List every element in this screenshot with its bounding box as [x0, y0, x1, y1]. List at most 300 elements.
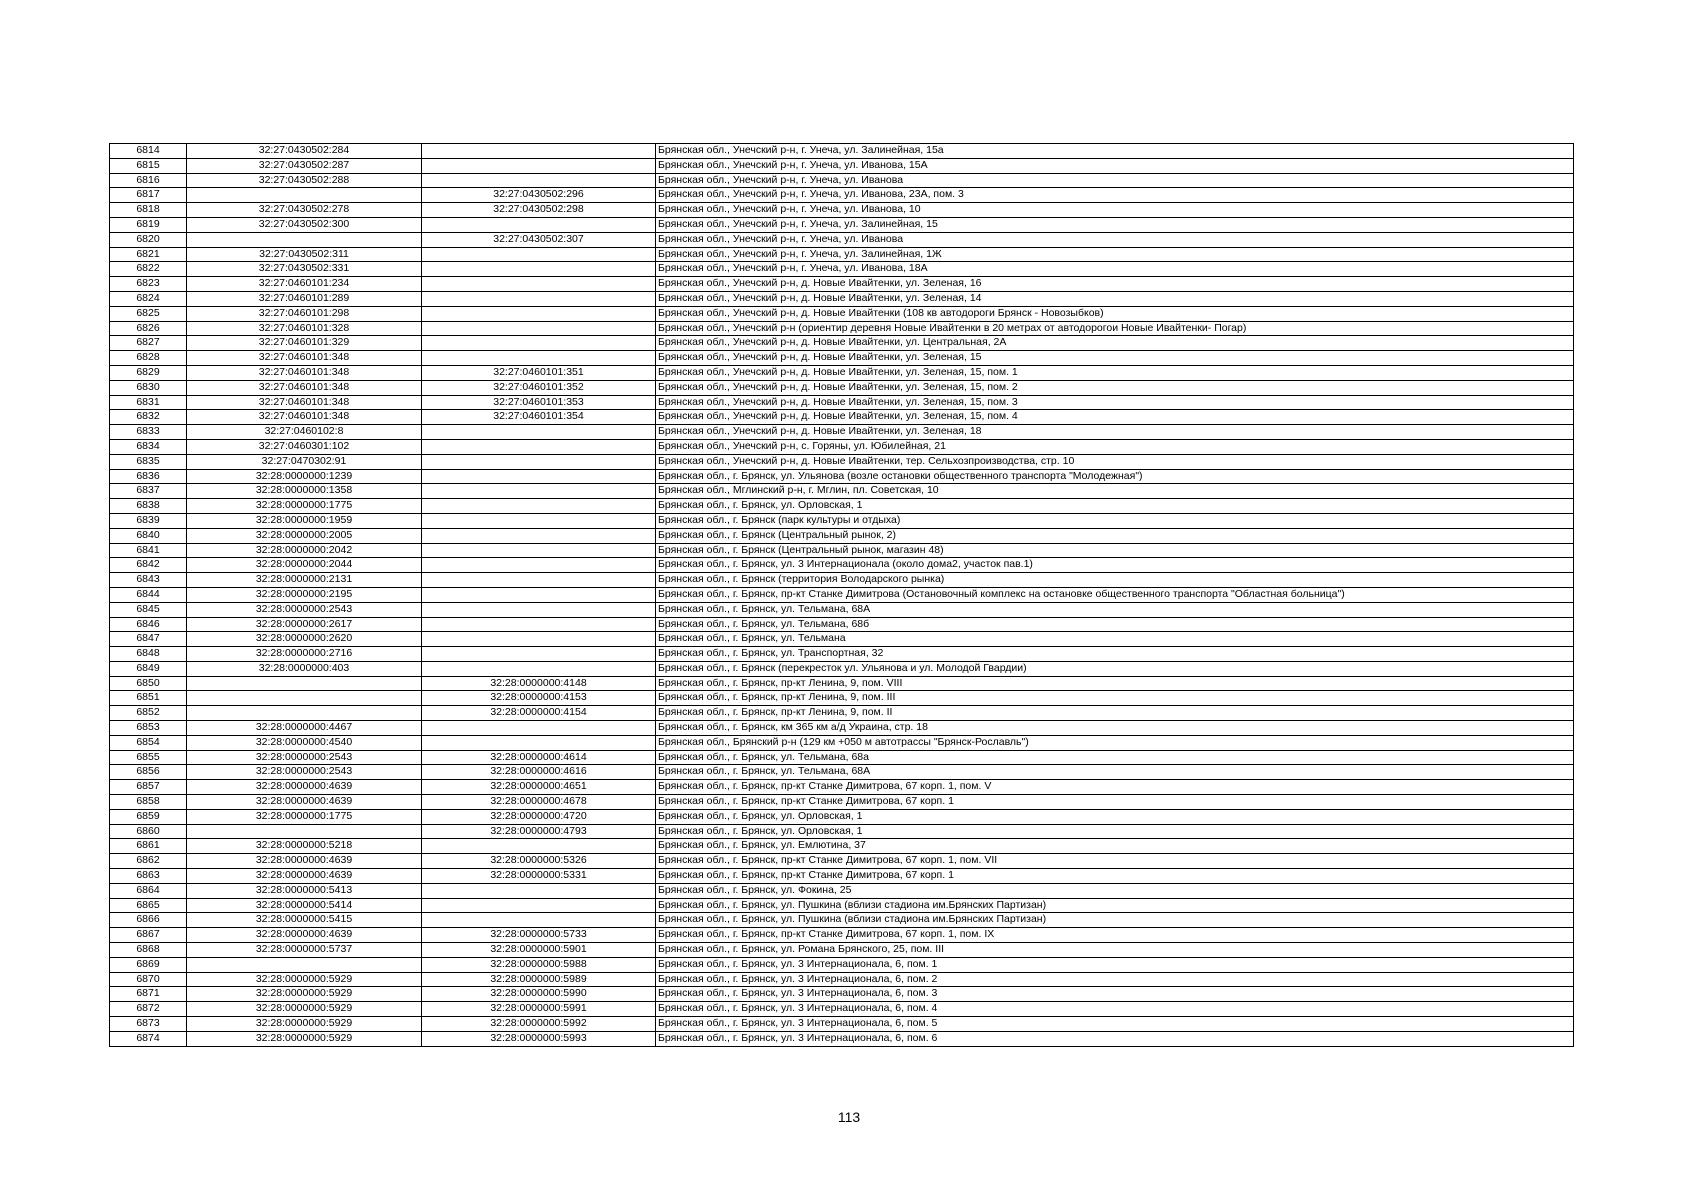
address-cell: Брянская обл., г. Брянск, ул. 3 Интернационала, 6, пом. 1: [656, 957, 1574, 972]
table-row: [110, 321, 1574, 336]
address-cell: Брянская обл., г. Брянск, пр-кт Станке Димитрова (Остановочный комплекс на остановке общественного транспорта "Областная больница"): [656, 587, 1574, 602]
table-row: [110, 262, 1574, 277]
parent-cadastral-number-cell: [422, 587, 656, 602]
parent-cadastral-number-cell: [422, 735, 656, 750]
row-number-cell: 6851: [110, 691, 187, 706]
table-row: [110, 173, 1574, 188]
row-number-cell: 6817: [110, 188, 187, 203]
table-row: [110, 277, 1574, 292]
row-number-cell: 6874: [110, 1031, 187, 1046]
row-number-cell: 6862: [110, 854, 187, 869]
cadastral-number-cell: [187, 691, 422, 706]
table-row: [110, 602, 1574, 617]
row-number-cell: 6831: [110, 395, 187, 410]
address-cell: Брянская обл., Унечский р-н, с. Горяны, ул. Юбилейная, 21: [656, 439, 1574, 454]
table-row: [110, 513, 1574, 528]
parent-cadastral-number-cell: 32:28:0000000:5990: [422, 987, 656, 1002]
parent-cadastral-number-cell: 32:28:0000000:4793: [422, 824, 656, 839]
cadastral-number-cell: 32:28:0000000:5929: [187, 1002, 422, 1017]
cadastral-number-cell: 32:27:0460101:348: [187, 351, 422, 366]
parent-cadastral-number-cell: 32:28:0000000:5326: [422, 854, 656, 869]
table-row: [110, 957, 1574, 972]
table-row: [110, 661, 1574, 676]
parent-cadastral-number-cell: [422, 217, 656, 232]
cadastral-number-cell: 32:27:0460101:348: [187, 410, 422, 425]
parent-cadastral-number-cell: [422, 839, 656, 854]
row-number-cell: 6815: [110, 158, 187, 173]
parent-cadastral-number-cell: 32:27:0460101:352: [422, 380, 656, 395]
cadastral-number-cell: 32:28:0000000:5218: [187, 839, 422, 854]
address-cell: Брянская обл., Унечский р-н (ориентир деревня Новые Ивайтенки в 20 метрах от автодорогои Новые Ивайтенки- Погар): [656, 321, 1574, 336]
address-cell: Брянская обл., Унечский р-н, г. Унеча, ул. Иванова, 18А: [656, 262, 1574, 277]
row-number-cell: 6816: [110, 173, 187, 188]
row-number-cell: 6840: [110, 528, 187, 543]
parent-cadastral-number-cell: [422, 144, 656, 159]
row-number-cell: 6865: [110, 898, 187, 913]
parent-cadastral-number-cell: [422, 617, 656, 632]
table-row: [110, 617, 1574, 632]
parent-cadastral-number-cell: 32:28:0000000:5989: [422, 972, 656, 987]
table-row: [110, 972, 1574, 987]
table-row: [110, 691, 1574, 706]
parent-cadastral-number-cell: [422, 425, 656, 440]
address-cell: Брянская обл., г. Брянск, ул. 3 Интернационала, 6, пом. 6: [656, 1031, 1574, 1046]
row-number-cell: 6853: [110, 721, 187, 736]
address-cell: Брянская обл., г. Брянск, ул. Пушкина (вблизи стадиона им.Брянских Партизан): [656, 913, 1574, 928]
row-number-cell: 6826: [110, 321, 187, 336]
address-cell: Брянская обл., Унечский р-н, г. Унеча, ул. Залинейная, 1Ж: [656, 247, 1574, 262]
address-cell: Брянская обл., г. Брянск, ул. Орловская, 1: [656, 824, 1574, 839]
address-cell: Брянская обл., Унечский р-н, д. Новые Ивайтенки, ул. Зеленая, 15, пом. 3: [656, 395, 1574, 410]
parent-cadastral-number-cell: 32:28:0000000:4153: [422, 691, 656, 706]
address-cell: Брянская обл., г. Брянск (территория Володарского рынка): [656, 573, 1574, 588]
cadastral-number-cell: 32:28:0000000:4639: [187, 780, 422, 795]
address-cell: Брянская обл., г. Брянск, ул. Тельмана, 68А: [656, 602, 1574, 617]
address-cell: Брянская обл., г. Брянск, пр-кт Ленина, 9, пом. VIII: [656, 676, 1574, 691]
parent-cadastral-number-cell: 32:27:0460101:354: [422, 410, 656, 425]
address-cell: Брянская обл., г. Брянск (Центральный рынок, магазин 48): [656, 543, 1574, 558]
parent-cadastral-number-cell: [422, 336, 656, 351]
cadastral-number-cell: 32:28:0000000:1775: [187, 809, 422, 824]
address-cell: Брянская обл., Унечский р-н, д. Новые Ивайтенки, ул. Зеленая, 14: [656, 291, 1574, 306]
row-number-cell: 6849: [110, 661, 187, 676]
cadastral-number-cell: 32:28:0000000:4639: [187, 854, 422, 869]
parent-cadastral-number-cell: [422, 632, 656, 647]
cadastral-number-cell: 32:27:0430502:287: [187, 158, 422, 173]
parent-cadastral-number-cell: [422, 913, 656, 928]
address-cell: Брянская обл., г. Брянск, ул. 3 Интернационала, 6, пом. 2: [656, 972, 1574, 987]
address-cell: Брянская обл., г. Брянск, ул. Орловская, 1: [656, 809, 1574, 824]
table-row: [110, 410, 1574, 425]
address-cell: Брянская обл., Унечский р-н, д. Новые Ивайтенки, тер. Сельхозпроизводства, стр. 10: [656, 454, 1574, 469]
table-row: [110, 750, 1574, 765]
row-number-cell: 6824: [110, 291, 187, 306]
parent-cadastral-number-cell: [422, 602, 656, 617]
cadastral-number-cell: 32:28:0000000:5929: [187, 972, 422, 987]
cadastral-number-cell: 32:28:0000000:5929: [187, 987, 422, 1002]
address-cell: Брянская обл., г. Брянск, ул. Романа Брянского, 25, пом. III: [656, 943, 1574, 958]
table-row: [110, 144, 1574, 159]
cadastral-number-cell: 32:27:0430502:331: [187, 262, 422, 277]
address-cell: Брянская обл., г. Брянск, км 365 км а/д Украина, стр. 18: [656, 721, 1574, 736]
address-cell: Брянская обл., Унечский р-н, г. Унеча, ул. Залинейная, 15: [656, 217, 1574, 232]
row-number-cell: 6872: [110, 1002, 187, 1017]
table-row: [110, 943, 1574, 958]
cadastral-number-cell: 32:27:0460101:348: [187, 380, 422, 395]
table-row: [110, 721, 1574, 736]
parent-cadastral-number-cell: [422, 454, 656, 469]
cadastral-number-cell: 32:28:0000000:1959: [187, 513, 422, 528]
address-cell: Брянская обл., Мглинский р-н, г. Мглин, пл. Советская, 10: [656, 484, 1574, 499]
address-cell: Брянская обл., Унечский р-н, д. Новые Ивайтенки (108 кв автодороги Брянск - Новозыбков): [656, 306, 1574, 321]
table-row: [110, 913, 1574, 928]
address-cell: Брянская обл., Брянский р-н (129 км +050 м автотрассы "Брянск-Рославль"): [656, 735, 1574, 750]
parent-cadastral-number-cell: 32:27:0430502:307: [422, 232, 656, 247]
table-row: [110, 217, 1574, 232]
row-number-cell: 6818: [110, 203, 187, 218]
row-number-cell: 6838: [110, 499, 187, 514]
table-row: [110, 587, 1574, 602]
address-cell: Брянская обл., г. Брянск, ул. Тельмана, 68а: [656, 750, 1574, 765]
address-cell: Брянская обл., Унечский р-н, д. Новые Ивайтенки, ул. Зеленая, 16: [656, 277, 1574, 292]
address-cell: Брянская обл., Унечский р-н, д. Новые Ивайтенки, ул. Зеленая, 15, пом. 4: [656, 410, 1574, 425]
row-number-cell: 6822: [110, 262, 187, 277]
cadastral-number-cell: 32:27:0430502:284: [187, 144, 422, 159]
address-cell: Брянская обл., Унечский р-н, д. Новые Ивайтенки, ул. Зеленая, 15, пом. 1: [656, 365, 1574, 380]
row-number-cell: 6814: [110, 144, 187, 159]
cadastral-number-cell: 32:28:0000000:4540: [187, 735, 422, 750]
cadastral-number-cell: 32:28:0000000:5413: [187, 883, 422, 898]
cadastral-number-cell: 32:28:0000000:4467: [187, 721, 422, 736]
row-number-cell: 6835: [110, 454, 187, 469]
parent-cadastral-number-cell: [422, 351, 656, 366]
cadastral-number-cell: 32:28:0000000:5929: [187, 1031, 422, 1046]
address-cell: Брянская обл., г. Брянск (Центральный рынок, 2): [656, 528, 1574, 543]
row-number-cell: 6845: [110, 602, 187, 617]
parent-cadastral-number-cell: [422, 647, 656, 662]
address-cell: Брянская обл., Унечский р-н, г. Унеча, ул. Иванова: [656, 232, 1574, 247]
address-cell: Брянская обл., г. Брянск, ул. 3 Интернационала, 6, пом. 5: [656, 1017, 1574, 1032]
cadastral-number-cell: [187, 706, 422, 721]
table-row: [110, 543, 1574, 558]
row-number-cell: 6863: [110, 869, 187, 884]
table-row: [110, 780, 1574, 795]
table-row: [110, 291, 1574, 306]
row-number-cell: 6843: [110, 573, 187, 588]
table-row: [110, 306, 1574, 321]
row-number-cell: 6837: [110, 484, 187, 499]
table-row: [110, 395, 1574, 410]
address-cell: Брянская обл., Унечский р-н, д. Новые Ивайтенки, ул. Зеленая, 15, пом. 2: [656, 380, 1574, 395]
row-number-cell: 6841: [110, 543, 187, 558]
table-row: [110, 987, 1574, 1002]
cadastral-number-cell: 32:28:0000000:2620: [187, 632, 422, 647]
cadastral-number-cell: 32:28:0000000:5414: [187, 898, 422, 913]
cadastral-number-cell: 32:27:0430502:311: [187, 247, 422, 262]
cadastral-number-cell: 32:28:0000000:2543: [187, 765, 422, 780]
parent-cadastral-number-cell: 32:28:0000000:4154: [422, 706, 656, 721]
cadastral-number-cell: [187, 232, 422, 247]
parent-cadastral-number-cell: [422, 469, 656, 484]
address-cell: Брянская обл., г. Брянск, пр-кт Станке Димитрова, 67 корп. 1, пом. V: [656, 780, 1574, 795]
address-cell: Брянская обл., г. Брянск, ул. 3 Интернационала, 6, пом. 3: [656, 987, 1574, 1002]
table-row: [110, 1002, 1574, 1017]
row-number-cell: 6859: [110, 809, 187, 824]
parent-cadastral-number-cell: [422, 484, 656, 499]
parent-cadastral-number-cell: 32:28:0000000:5988: [422, 957, 656, 972]
parent-cadastral-number-cell: [422, 573, 656, 588]
table-row: [110, 247, 1574, 262]
row-number-cell: 6854: [110, 735, 187, 750]
row-number-cell: 6848: [110, 647, 187, 662]
parent-cadastral-number-cell: 32:28:0000000:4678: [422, 795, 656, 810]
cadastral-number-cell: [187, 188, 422, 203]
row-number-cell: 6855: [110, 750, 187, 765]
table-row: [110, 158, 1574, 173]
cadastral-number-cell: 32:28:0000000:5929: [187, 1017, 422, 1032]
row-number-cell: 6842: [110, 558, 187, 573]
cadastral-number-cell: 32:28:0000000:2716: [187, 647, 422, 662]
table-row: [110, 380, 1574, 395]
cadastral-number-cell: 32:28:0000000:2195: [187, 587, 422, 602]
parent-cadastral-number-cell: 32:27:0460101:351: [422, 365, 656, 380]
cadastral-number-cell: 32:28:0000000:4639: [187, 928, 422, 943]
cadastral-number-cell: 32:27:0430502:300: [187, 217, 422, 232]
parent-cadastral-number-cell: 32:28:0000000:4614: [422, 750, 656, 765]
table-row: [110, 676, 1574, 691]
parent-cadastral-number-cell: [422, 883, 656, 898]
parent-cadastral-number-cell: 32:28:0000000:5733: [422, 928, 656, 943]
table-row: [110, 188, 1574, 203]
table-row: [110, 735, 1574, 750]
table-row: [110, 883, 1574, 898]
row-number-cell: 6858: [110, 795, 187, 810]
table-row: [110, 632, 1574, 647]
cadastral-number-cell: 32:28:0000000:2543: [187, 750, 422, 765]
parent-cadastral-number-cell: 32:28:0000000:5993: [422, 1031, 656, 1046]
table-row: [110, 365, 1574, 380]
address-cell: Брянская обл., г. Брянск, ул. Тельмана: [656, 632, 1574, 647]
registry-table-body: [110, 144, 1574, 1047]
table-row: [110, 573, 1574, 588]
address-cell: Брянская обл., Унечский р-н, г. Унеча, ул. Иванова, 10: [656, 203, 1574, 218]
table-row: [110, 809, 1574, 824]
address-cell: Брянская обл., Унечский р-н, г. Унеча, ул. Иванова, 23А, пом. 3: [656, 188, 1574, 203]
cadastral-number-cell: 32:28:0000000:403: [187, 661, 422, 676]
parent-cadastral-number-cell: [422, 513, 656, 528]
address-cell: Брянская обл., г. Брянск, ул. Тельмана, 68А: [656, 765, 1574, 780]
address-cell: Брянская обл., г. Брянск, пр-кт Станке Димитрова, 67 корп. 1, пом. VII: [656, 854, 1574, 869]
row-number-cell: 6836: [110, 469, 187, 484]
cadastral-number-cell: 32:27:0430502:288: [187, 173, 422, 188]
row-number-cell: 6839: [110, 513, 187, 528]
row-number-cell: 6844: [110, 587, 187, 602]
cadastral-number-cell: 32:28:0000000:1775: [187, 499, 422, 514]
table-row: [110, 454, 1574, 469]
table-row: [110, 425, 1574, 440]
cadastral-number-cell: 32:27:0460101:328: [187, 321, 422, 336]
parent-cadastral-number-cell: 32:27:0460101:353: [422, 395, 656, 410]
row-number-cell: 6825: [110, 306, 187, 321]
address-cell: Брянская обл., г. Брянск, пр-кт Станке Димитрова, 67 корп. 1: [656, 869, 1574, 884]
parent-cadastral-number-cell: [422, 898, 656, 913]
cadastral-number-cell: 32:27:0460101:348: [187, 395, 422, 410]
address-cell: Брянская обл., г. Брянск, пр-кт Станке Димитрова, 67 корп. 1, пом. IX: [656, 928, 1574, 943]
table-row: [110, 928, 1574, 943]
parent-cadastral-number-cell: 32:28:0000000:4616: [422, 765, 656, 780]
cadastral-number-cell: 32:28:0000000:4639: [187, 795, 422, 810]
parent-cadastral-number-cell: 32:28:0000000:5901: [422, 943, 656, 958]
table-row: [110, 765, 1574, 780]
table-row: [110, 351, 1574, 366]
row-number-cell: 6868: [110, 943, 187, 958]
address-cell: Брянская обл., Унечский р-н, г. Унеча, ул. Залинейная, 15а: [656, 144, 1574, 159]
row-number-cell: 6823: [110, 277, 187, 292]
table-row: [110, 854, 1574, 869]
table-row: [110, 232, 1574, 247]
cadastral-number-cell: [187, 824, 422, 839]
row-number-cell: 6870: [110, 972, 187, 987]
parent-cadastral-number-cell: 32:27:0430502:296: [422, 188, 656, 203]
cadastral-number-cell: 32:28:0000000:2543: [187, 602, 422, 617]
parent-cadastral-number-cell: [422, 499, 656, 514]
row-number-cell: 6869: [110, 957, 187, 972]
table-row: [110, 203, 1574, 218]
row-number-cell: 6819: [110, 217, 187, 232]
parent-cadastral-number-cell: 32:28:0000000:5991: [422, 1002, 656, 1017]
address-cell: Брянская обл., г. Брянск, ул. Тельмана, 68б: [656, 617, 1574, 632]
row-number-cell: 6873: [110, 1017, 187, 1032]
address-cell: Брянская обл., Унечский р-н, г. Унеча, ул. Иванова, 15А: [656, 158, 1574, 173]
cadastral-number-cell: 32:27:0470302:91: [187, 454, 422, 469]
cadastral-number-cell: 32:27:0460101:289: [187, 291, 422, 306]
parent-cadastral-number-cell: 32:28:0000000:4148: [422, 676, 656, 691]
parent-cadastral-number-cell: 32:28:0000000:5331: [422, 869, 656, 884]
table-row: [110, 706, 1574, 721]
row-number-cell: 6833: [110, 425, 187, 440]
address-cell: Брянская обл., г. Брянск, ул. Фокина, 25: [656, 883, 1574, 898]
table-row: [110, 824, 1574, 839]
parent-cadastral-number-cell: [422, 277, 656, 292]
cadastral-number-cell: 32:28:0000000:4639: [187, 869, 422, 884]
row-number-cell: 6866: [110, 913, 187, 928]
table-row: [110, 869, 1574, 884]
cadastral-number-cell: 32:28:0000000:2044: [187, 558, 422, 573]
table-row: [110, 795, 1574, 810]
parent-cadastral-number-cell: [422, 247, 656, 262]
parent-cadastral-number-cell: 32:28:0000000:4651: [422, 780, 656, 795]
address-cell: Брянская обл., г. Брянск, ул. Емлютина, 37: [656, 839, 1574, 854]
cadastral-number-cell: 32:27:0460301:102: [187, 439, 422, 454]
table-row: [110, 1031, 1574, 1046]
cadastral-number-cell: 32:27:0460101:329: [187, 336, 422, 351]
parent-cadastral-number-cell: [422, 528, 656, 543]
row-number-cell: 6834: [110, 439, 187, 454]
table-row: [110, 528, 1574, 543]
row-number-cell: 6852: [110, 706, 187, 721]
cadastral-number-cell: 32:27:0460101:348: [187, 365, 422, 380]
parent-cadastral-number-cell: [422, 543, 656, 558]
table-row: [110, 499, 1574, 514]
parent-cadastral-number-cell: [422, 173, 656, 188]
address-cell: Брянская обл., г. Брянск, ул. Транспортная, 32: [656, 647, 1574, 662]
address-cell: Брянская обл., Унечский р-н, д. Новые Ивайтенки, ул. Зеленая, 15: [656, 351, 1574, 366]
cadastral-number-cell: 32:27:0460102:8: [187, 425, 422, 440]
address-cell: Брянская обл., г. Брянск, ул. Орловская, 1: [656, 499, 1574, 514]
cadastral-number-cell: 32:27:0430502:278: [187, 203, 422, 218]
page-number: 113: [837, 1109, 861, 1125]
address-cell: Брянская обл., г. Брянск (парк культуры и отдыха): [656, 513, 1574, 528]
parent-cadastral-number-cell: 32:27:0430502:298: [422, 203, 656, 218]
table-row: [110, 469, 1574, 484]
address-cell: Брянская обл., г. Брянск (перекресток ул. Ульянова и ул. Молодой Гвардии): [656, 661, 1574, 676]
row-number-cell: 6829: [110, 365, 187, 380]
cadastral-number-cell: 32:28:0000000:5415: [187, 913, 422, 928]
row-number-cell: 6820: [110, 232, 187, 247]
table-row: [110, 839, 1574, 854]
row-number-cell: 6850: [110, 676, 187, 691]
table-row: [110, 336, 1574, 351]
parent-cadastral-number-cell: [422, 262, 656, 277]
row-number-cell: 6857: [110, 780, 187, 795]
address-cell: Брянская обл., г. Брянск, ул. Пушкина (вблизи стадиона им.Брянских Партизан): [656, 898, 1574, 913]
table-row: [110, 558, 1574, 573]
address-cell: Брянская обл., г. Брянск, пр-кт Станке Димитрова, 67 корп. 1: [656, 795, 1574, 810]
address-cell: Брянская обл., г. Брянск, ул. 3 Интернационала, 6, пом. 4: [656, 1002, 1574, 1017]
table-row: [110, 439, 1574, 454]
parent-cadastral-number-cell: 32:28:0000000:5992: [422, 1017, 656, 1032]
parent-cadastral-number-cell: [422, 321, 656, 336]
row-number-cell: 6847: [110, 632, 187, 647]
table-row: [110, 898, 1574, 913]
row-number-cell: 6827: [110, 336, 187, 351]
cadastral-number-cell: [187, 957, 422, 972]
parent-cadastral-number-cell: [422, 291, 656, 306]
cadastral-number-cell: 32:28:0000000:2005: [187, 528, 422, 543]
cadastral-number-cell: 32:28:0000000:1358: [187, 484, 422, 499]
row-number-cell: 6856: [110, 765, 187, 780]
row-number-cell: 6828: [110, 351, 187, 366]
row-number-cell: 6871: [110, 987, 187, 1002]
registry-table: [109, 143, 1574, 1047]
table-row: [110, 647, 1574, 662]
cadastral-number-cell: 32:28:0000000:1239: [187, 469, 422, 484]
cadastral-number-cell: 32:27:0460101:298: [187, 306, 422, 321]
row-number-cell: 6864: [110, 883, 187, 898]
address-cell: Брянская обл., Унечский р-н, д. Новые Ивайтенки, ул. Зеленая, 18: [656, 425, 1574, 440]
cadastral-number-cell: 32:28:0000000:2042: [187, 543, 422, 558]
cadastral-number-cell: [187, 676, 422, 691]
row-number-cell: 6861: [110, 839, 187, 854]
row-number-cell: 6821: [110, 247, 187, 262]
cadastral-number-cell: 32:28:0000000:2131: [187, 573, 422, 588]
parent-cadastral-number-cell: 32:28:0000000:4720: [422, 809, 656, 824]
parent-cadastral-number-cell: [422, 558, 656, 573]
cadastral-number-cell: 32:27:0460101:234: [187, 277, 422, 292]
row-number-cell: 6846: [110, 617, 187, 632]
parent-cadastral-number-cell: [422, 721, 656, 736]
parent-cadastral-number-cell: [422, 306, 656, 321]
address-cell: Брянская обл., г. Брянск, пр-кт Ленина, 9, пом. II: [656, 706, 1574, 721]
row-number-cell: 6867: [110, 928, 187, 943]
parent-cadastral-number-cell: [422, 439, 656, 454]
parent-cadastral-number-cell: [422, 158, 656, 173]
address-cell: Брянская обл., г. Брянск, пр-кт Ленина, 9, пом. III: [656, 691, 1574, 706]
address-cell: Брянская обл., г. Брянск, ул. Ульянова (возле остановки общественного транспорта "Молодежная"): [656, 469, 1574, 484]
cadastral-number-cell: 32:28:0000000:5737: [187, 943, 422, 958]
address-cell: Брянская обл., г. Брянск, ул. 3 Интернационала (около дома2, участок пав.1): [656, 558, 1574, 573]
table-row: [110, 1017, 1574, 1032]
